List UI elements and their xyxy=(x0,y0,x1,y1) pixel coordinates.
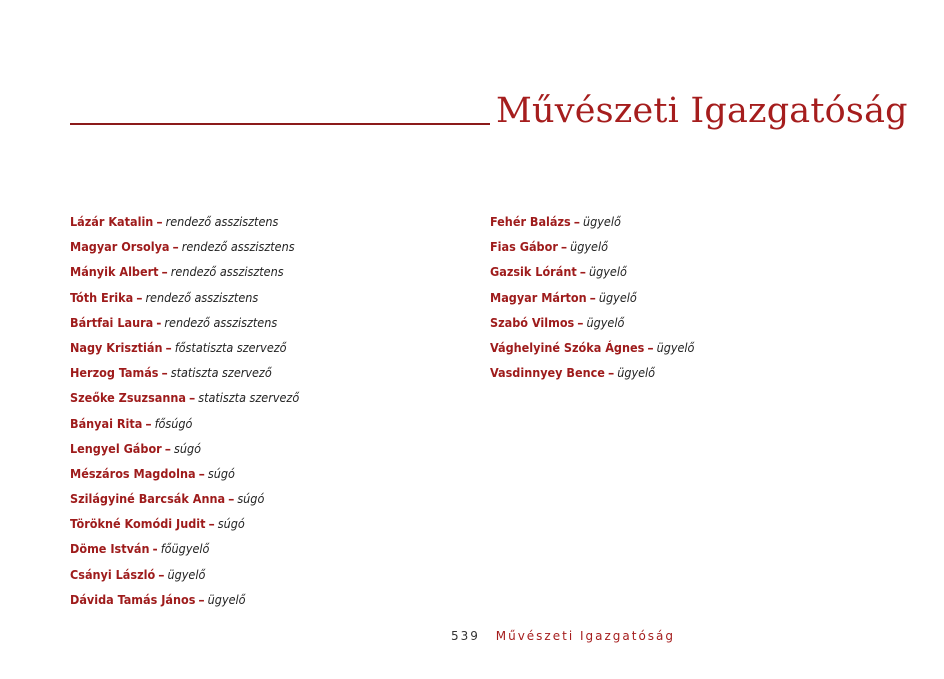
staff-entry xyxy=(70,363,299,388)
staff-name: Szabó Vilmos xyxy=(490,314,575,330)
entry-separator: – xyxy=(165,339,172,355)
entry-separator: – xyxy=(198,465,205,481)
entry-separator: – xyxy=(577,314,584,330)
entry-separator: - xyxy=(152,541,158,557)
staff-entry xyxy=(70,288,299,313)
staff-role: ügyelő xyxy=(167,566,206,582)
page-footer xyxy=(451,629,675,643)
staff-role: statiszta szervező xyxy=(170,365,272,381)
staff-role: súgó xyxy=(173,440,201,456)
entry-separator: – xyxy=(145,415,152,431)
staff-entry xyxy=(70,212,299,237)
staff-role: ügyelő xyxy=(586,314,625,330)
staff-name: Dávida Tamás János xyxy=(70,591,196,607)
staff-role: ügyelő xyxy=(207,591,246,607)
staff-name: Mészáros Magdolna xyxy=(70,465,196,481)
staff-entry xyxy=(490,288,694,313)
staff-name: Magyar Orsolya xyxy=(70,239,170,255)
staff-role: fősúgó xyxy=(154,415,193,431)
entry-separator: – xyxy=(208,516,215,532)
staff-entry xyxy=(490,313,694,338)
page-title: Művészeti Igazgatóság xyxy=(496,91,908,131)
staff-entry xyxy=(70,590,299,615)
staff-entry xyxy=(490,262,694,287)
staff-name: Vághelyiné Szóka Ágnes xyxy=(490,339,645,355)
entry-separator: – xyxy=(198,591,205,607)
staff-role: statiszta szervező xyxy=(198,390,300,406)
staff-entry xyxy=(70,262,299,287)
staff-list-left xyxy=(70,212,299,615)
staff-role: ügyelő xyxy=(583,214,621,229)
staff-entry xyxy=(490,212,694,237)
staff-entry xyxy=(490,363,694,388)
staff-role: súgó xyxy=(207,465,235,481)
staff-entry xyxy=(70,338,299,363)
staff-name: Gazsik Lóránt xyxy=(490,264,577,280)
staff-name: Döme István xyxy=(70,541,150,557)
staff-role: ügyelő xyxy=(656,339,695,355)
staff-entry xyxy=(70,414,299,439)
staff-name: Vasdinnyey Bence xyxy=(490,365,605,381)
staff-entry xyxy=(70,388,299,413)
staff-entry xyxy=(70,439,299,464)
staff-entry xyxy=(70,237,299,262)
title-rule xyxy=(70,123,490,125)
staff-name: Lengyel Gábor xyxy=(70,440,162,456)
staff-entry xyxy=(70,514,299,539)
entry-separator: – xyxy=(161,264,168,280)
staff-role: rendező asszisztens xyxy=(164,314,278,330)
entry-separator: – xyxy=(579,264,586,280)
staff-name: Bányai Rita xyxy=(70,415,143,431)
entry-separator: – xyxy=(164,440,171,456)
entry-separator: – xyxy=(172,239,179,255)
staff-entry xyxy=(70,489,299,514)
staff-name: Magyar Márton xyxy=(490,289,587,305)
staff-name: Szilágyiné Barcsák Anna xyxy=(70,491,226,507)
staff-role: ügyelő xyxy=(588,264,627,280)
staff-name: Nagy Krisztián xyxy=(70,339,163,355)
entry-separator: – xyxy=(156,214,163,229)
entry-separator: – xyxy=(158,566,165,582)
staff-role: rendező asszisztens xyxy=(181,239,295,255)
staff-role: rendező asszisztens xyxy=(170,264,284,280)
staff-role: főstatiszta szervező xyxy=(174,339,287,355)
staff-name: Herzog Tamás xyxy=(70,365,159,381)
entry-separator: – xyxy=(188,390,196,406)
staff-role: főügyelő xyxy=(160,541,210,557)
staff-name: Lázár Katalin xyxy=(70,214,154,229)
staff-name: Fehér Balázs xyxy=(490,214,571,229)
staff-name: Bártfai Laura xyxy=(70,314,154,330)
staff-role: ügyelő xyxy=(570,239,608,255)
staff-entry xyxy=(70,464,299,489)
staff-name: Tóth Erika xyxy=(70,289,134,305)
staff-name: Szeőke Zsuzsanna xyxy=(70,390,186,406)
entry-separator: – xyxy=(136,289,143,305)
staff-role: súgó xyxy=(237,491,265,507)
running-title: Művészeti Igazgatóság xyxy=(495,629,676,643)
staff-name: Fias Gábor xyxy=(490,239,558,255)
staff-role: súgó xyxy=(217,516,245,532)
entry-separator: – xyxy=(589,289,596,305)
staff-name: Mányik Albert xyxy=(70,264,159,280)
entry-separator: – xyxy=(607,365,615,381)
entry-separator: - xyxy=(156,314,162,330)
entry-separator: – xyxy=(647,339,654,355)
staff-entry xyxy=(70,313,299,338)
page-number: 539 xyxy=(451,629,480,643)
staff-role: rendező asszisztens xyxy=(165,214,279,229)
staff-entry xyxy=(490,237,694,262)
staff-entry xyxy=(490,338,694,363)
staff-role: rendező asszisztens xyxy=(145,289,259,305)
staff-role: ügyelő xyxy=(617,365,656,381)
staff-list-right xyxy=(490,212,694,388)
staff-name: Csányi László xyxy=(70,566,156,582)
staff-entry xyxy=(70,539,299,564)
entry-separator: – xyxy=(560,239,568,255)
staff-role: ügyelő xyxy=(598,289,637,305)
staff-entry xyxy=(70,565,299,590)
staff-name: Törökné Komódi Judit xyxy=(70,516,206,532)
entry-separator: – xyxy=(573,214,580,229)
entry-separator: – xyxy=(161,365,168,381)
entry-separator: – xyxy=(228,491,235,507)
